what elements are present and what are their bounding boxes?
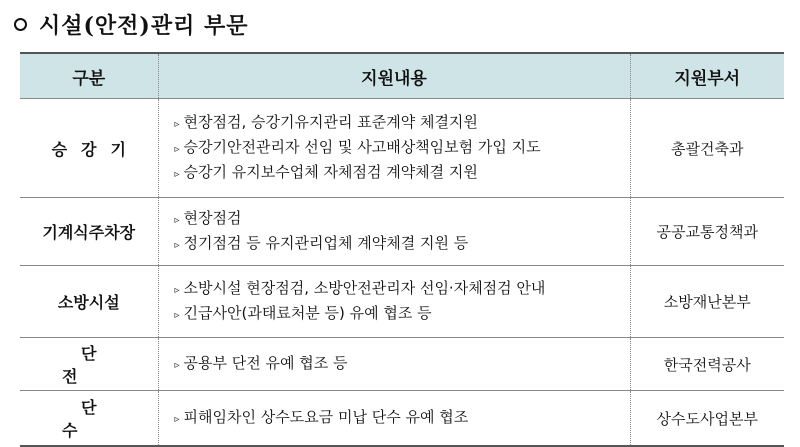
list-item: ▹ 긴급사안(과태료처분 등) 유예 협조 등 xyxy=(174,303,432,322)
section-title xyxy=(14,6,249,42)
header-content: 지원내용 xyxy=(158,53,630,99)
table-row xyxy=(20,198,784,266)
table-row xyxy=(20,338,784,391)
table-row xyxy=(20,266,784,338)
row-content xyxy=(158,266,630,338)
row-department: 총괄건축과 xyxy=(630,99,784,198)
row-content xyxy=(158,198,630,266)
row-category: 기계식주차장 xyxy=(20,198,158,266)
row-content xyxy=(158,338,630,391)
row-content xyxy=(158,99,630,198)
triangle-bullet-icon: ▹ xyxy=(174,309,180,321)
list-item: ▹ 현장점검, 승강기유지관리 표준계약 체결지원 xyxy=(174,112,478,131)
triangle-bullet-icon: ▹ xyxy=(174,214,180,226)
triangle-bullet-icon: ▹ xyxy=(174,359,180,371)
triangle-bullet-icon: ▹ xyxy=(174,143,180,155)
circle-bullet-icon xyxy=(14,18,27,31)
list-item: ▹ 정기점검 등 유지관리업체 계약체결 지원 등 xyxy=(174,233,469,252)
list-item: ▹ 피해임차인 상수도요금 미납 단수 유예 협조 xyxy=(174,407,469,426)
triangle-bullet-icon: ▹ xyxy=(174,413,180,425)
row-department: 공공교통정책과 xyxy=(630,198,784,266)
triangle-bullet-icon: ▹ xyxy=(174,284,180,296)
row-category: 승강기 xyxy=(20,99,158,198)
table-header-row xyxy=(20,53,784,99)
list-item: ▹ 승강기안전관리자 선임 및 사고배상책임보험 가입 지도 xyxy=(174,137,541,156)
row-content xyxy=(158,391,630,447)
list-item: ▹ 현장점검 xyxy=(174,208,242,227)
row-category: 소방시설 xyxy=(20,266,158,338)
support-table xyxy=(20,52,784,447)
list-item: ▹ 소방시설 현장점검, 소방안전관리자 선임·자체점검 안내 xyxy=(174,278,546,297)
triangle-bullet-icon: ▹ xyxy=(174,239,180,251)
header-category: 구분 xyxy=(20,53,158,99)
triangle-bullet-icon: ▹ xyxy=(174,168,180,180)
list-item: ▹ 승강기 유지보수업체 자체점검 계약체결 지원 xyxy=(174,162,478,181)
table-row xyxy=(20,391,784,447)
list-item: ▹ 공용부 단전 유예 협조 등 xyxy=(174,353,348,372)
section-title-text: 시설(안전)관리 부문 xyxy=(39,12,249,39)
row-department: 상수도사업본부 xyxy=(630,391,784,447)
header-department: 지원부서 xyxy=(630,53,784,99)
triangle-bullet-icon: ▹ xyxy=(174,118,180,130)
table-row xyxy=(20,99,784,198)
row-department: 한국전력공사 xyxy=(630,338,784,391)
row-category: 단수 xyxy=(20,391,158,447)
row-department: 소방재난본부 xyxy=(630,266,784,338)
row-category: 단전 xyxy=(20,338,158,391)
